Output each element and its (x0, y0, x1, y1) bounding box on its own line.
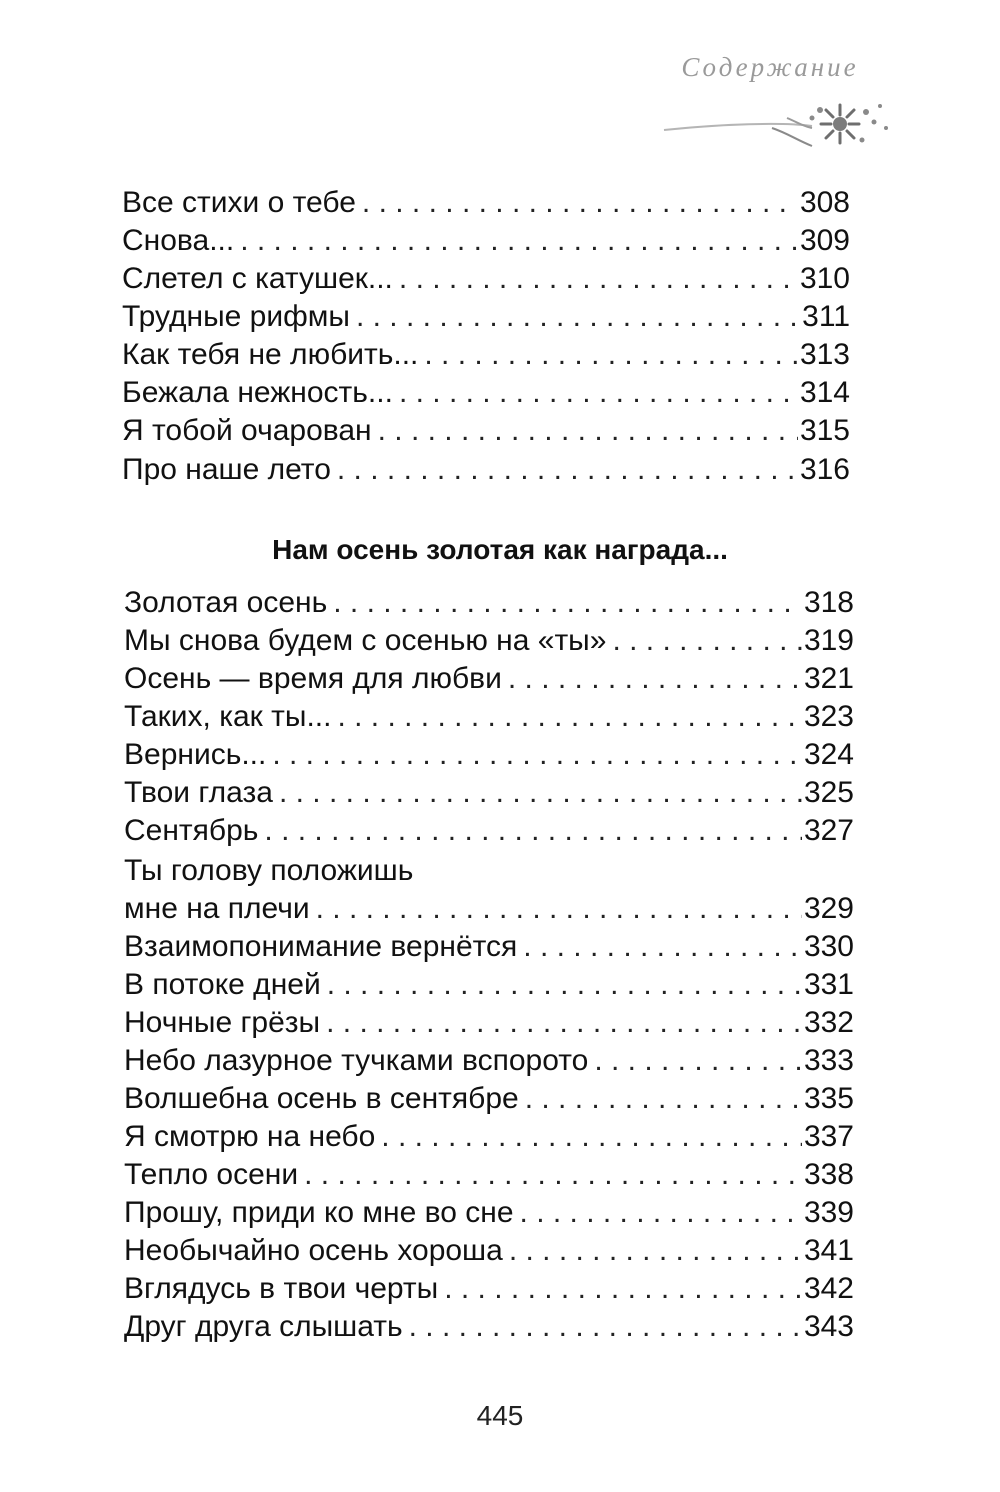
toc-entry-page: 338 (803, 1158, 854, 1191)
toc-entry[interactable] (124, 622, 854, 660)
dot-leader (508, 660, 802, 698)
toc-entry-title: Я смотрю на небо (124, 1120, 376, 1153)
dot-leader (612, 622, 802, 660)
toc-entry-page: 327 (803, 814, 854, 847)
toc-entry-title: Мы снова будем с осенью на «ты» (124, 624, 607, 657)
toc-entry-page: 329 (803, 892, 854, 925)
dot-leader (279, 774, 802, 812)
dot-leader (326, 1004, 802, 1042)
toc-entry[interactable] (124, 1042, 854, 1080)
toc-entry-title: Я тобой очарован (122, 414, 372, 447)
toc-entry-title: Взаимопонимание вернётся (124, 930, 518, 963)
toc-entry-title: Сентябрь (124, 814, 259, 847)
dot-leader (240, 222, 798, 260)
toc-entry[interactable] (124, 736, 854, 774)
dot-leader (509, 1232, 802, 1270)
dot-leader (381, 1118, 802, 1156)
toc-entry-page: 342 (803, 1272, 854, 1305)
toc-entry-page: 309 (799, 224, 850, 257)
toc-entry-page: 310 (799, 262, 850, 295)
toc-entry-title: Тепло осени (124, 1158, 299, 1191)
toc-entry-page: 313 (799, 338, 850, 371)
dot-leader (399, 374, 798, 412)
toc-entry[interactable] (124, 812, 854, 850)
toc-entry-title: Таких, как ты... (124, 700, 332, 733)
toc-entry[interactable] (122, 412, 850, 450)
toc-entry[interactable] (122, 222, 850, 260)
toc-entry[interactable] (124, 1308, 854, 1346)
page-number: 445 (476, 1400, 524, 1431)
toc-entry[interactable] (122, 298, 850, 336)
toc-entry[interactable] (124, 928, 854, 966)
dot-leader (523, 928, 802, 966)
toc-entry-title: Как тебя не любить... (122, 338, 419, 371)
toc-entry[interactable] (124, 584, 854, 622)
toc-entry[interactable] (122, 260, 850, 298)
toc-entry-title: Твои глаза (124, 776, 273, 809)
dot-leader (520, 1194, 802, 1232)
toc-entry[interactable] (122, 451, 850, 489)
toc-entry-title: Осень — время для любви (124, 662, 502, 695)
toc-entry-title: Все стихи о тебе (122, 186, 356, 219)
dot-leader (337, 451, 798, 489)
dot-leader (333, 584, 802, 622)
dot-leader (594, 1042, 802, 1080)
toc-entry[interactable] (124, 1118, 854, 1156)
toc-entry[interactable] (122, 374, 850, 412)
toc-entry-page: 308 (799, 186, 850, 219)
toc-entry-page: 318 (803, 586, 854, 619)
toc-entry-title: Слетел с катушек... (122, 262, 393, 295)
toc-entry-page: 323 (803, 700, 854, 733)
toc-entry-title: Вглядусь в твои черты (124, 1272, 439, 1305)
toc-entry[interactable] (124, 660, 854, 698)
toc-entry-page: 316 (799, 453, 850, 486)
dot-leader (264, 812, 802, 850)
dot-leader (272, 736, 802, 774)
toc-entry[interactable] (124, 1080, 854, 1118)
dot-leader (304, 1156, 802, 1194)
dot-leader (424, 336, 798, 374)
toc-entry-page: 330 (803, 930, 854, 963)
dot-leader (356, 298, 800, 336)
toc-entry[interactable] (124, 698, 854, 736)
toc-entry-title: Вернись... (124, 738, 267, 771)
dot-leader (316, 890, 802, 928)
toc-entry-title: Снова... (122, 224, 235, 257)
toc-entry-page: 343 (803, 1310, 854, 1343)
toc-entry[interactable] (124, 966, 854, 1004)
toc-entry[interactable] (124, 1232, 854, 1270)
toc-entry-page: 331 (803, 968, 854, 1001)
toc-entry-page: 339 (803, 1196, 854, 1229)
dot-leader (399, 260, 798, 298)
dot-leader (362, 184, 798, 222)
toc-entry-page: 324 (803, 738, 854, 771)
dot-leader (444, 1270, 802, 1308)
toc-entry-title: Прошу, приди ко мне во сне (124, 1196, 514, 1229)
toc-entry-page: 335 (803, 1082, 854, 1115)
toc-entry[interactable] (122, 336, 850, 374)
toc-entry-page: 325 (803, 776, 854, 809)
toc-entry-title: мне на плечи (124, 892, 310, 925)
toc-entry-page: 315 (799, 414, 850, 447)
toc-entry-title: Бежала нежность... (122, 376, 393, 409)
toc-entry[interactable] (124, 1004, 854, 1042)
dot-leader (525, 1080, 802, 1118)
flower-branch-icon (662, 98, 902, 154)
dot-leader (409, 1308, 802, 1346)
toc-entry-page: 333 (803, 1044, 854, 1077)
toc-entry-title: Волшебна осень в сентябре (124, 1082, 519, 1115)
toc-entry-page: 314 (799, 376, 850, 409)
toc-entry-page: 311 (802, 300, 850, 333)
toc-entry[interactable] (124, 1156, 854, 1194)
toc-entry-title: Трудные рифмы (122, 300, 350, 333)
section-heading: Нам осень золотая как награда... (272, 534, 728, 565)
dot-leader (327, 966, 802, 1004)
dot-leader (378, 412, 798, 450)
toc-entry-title: Необычайно осень хороша (124, 1234, 503, 1267)
toc-entry-page: 321 (803, 662, 854, 695)
toc-entry-page: 341 (803, 1234, 854, 1267)
toc-entry-page: 319 (803, 624, 854, 657)
toc-entry[interactable] (124, 774, 854, 812)
toc-entry[interactable] (124, 1194, 854, 1232)
toc-entry[interactable] (122, 184, 850, 222)
toc-entry-title: Золотая осень (124, 586, 328, 619)
toc-entry-page: 332 (803, 1006, 854, 1039)
toc-entry-page: 337 (803, 1120, 854, 1153)
toc-entry-title: Друг друга слышать (124, 1310, 403, 1343)
toc-entry[interactable] (124, 1270, 854, 1308)
toc-entry-title: Ночные грёзы (124, 1006, 321, 1039)
toc-entry-title: В потоке дней (124, 968, 321, 1001)
toc-entry-title-first-line[interactable]: Ты голову положишь (124, 854, 414, 887)
toc-entry-title: Небо лазурное тучками вспорото (124, 1044, 589, 1077)
running-head: Содержание (681, 52, 859, 82)
toc-entry-title: Про наше лето (122, 453, 331, 486)
dot-leader (337, 698, 801, 736)
toc-entry[interactable] (124, 890, 854, 928)
